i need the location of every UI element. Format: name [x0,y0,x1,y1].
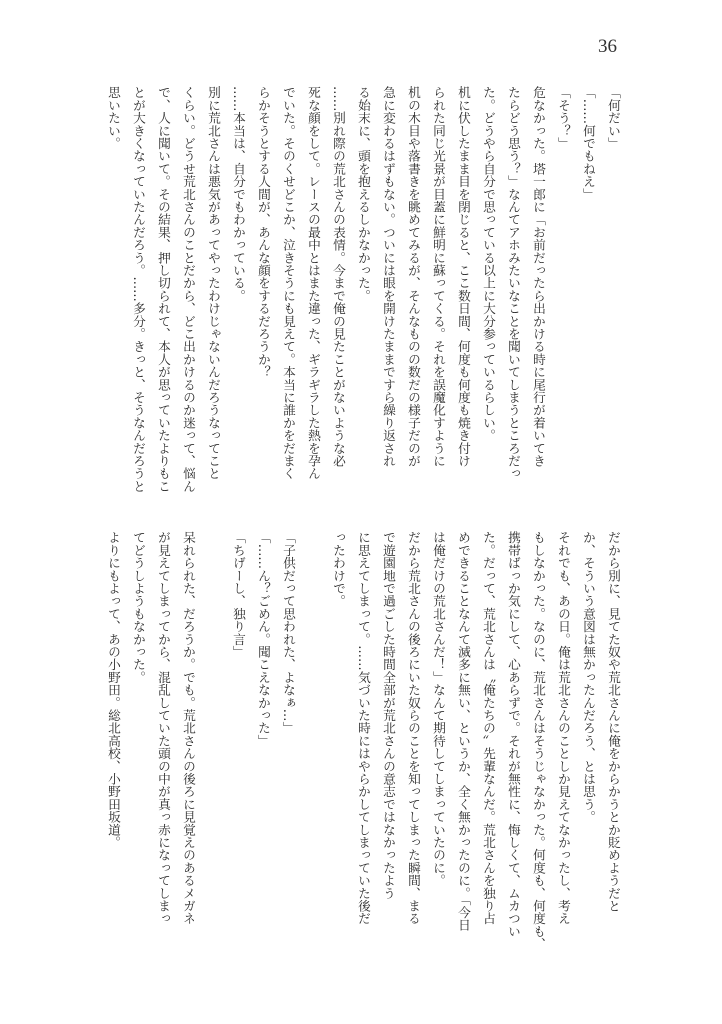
page-number: 36 [598,36,617,57]
text-line: もしなかった。なのに、荒北さんはそうじゃなかった。何度も、何度も、 [531,531,546,951]
text-line: 「子供だって思われた、よなぁ…」 [281,531,296,735]
text-line: 机に伏したまま目を閉じると、ここ数日間、何度も何度も焼き付け [456,86,471,467]
text-line: ……別れ際の荒北さんの表情。今まで俺の見たことがないような必 [331,86,346,467]
text-line: だから荒北さんの後ろにいた奴らのことを知ってしまった瞬間、まる [406,531,421,925]
text-line: それでも、あの日。俺は荒北さんのことしか見えてなかったし、考え [556,531,571,925]
text-line: る始末に、頭を抱えるしかなかった。 [356,86,371,302]
text-line: か、そういう意図は無かったんだろう、とは思う。 [581,531,596,824]
text-line: 思いたい。 [106,86,121,150]
text-line: 「何だい」 [606,86,621,150]
text-line: たらどう思う？」なんてアホみたいなことを聞いてしまうところだっ [506,86,521,480]
text-line: 危なかった。塔一郎に「お前だったら出かける時に尾行が着いてき [531,86,546,467]
text-line: 死な顔をして。レースの最中とはまた違った、ギラギラした熱を孕ん [306,86,321,480]
text-line: に思えてしまって。……気づいた時にはやらかしてしまっていた後だ [356,531,371,925]
text-line: めできることなんて滅多に無い、というか、全く無かったのに。「今日 [456,531,471,932]
text-line: 「……何でもねえ」 [581,86,596,201]
text-line: てどうしようもなかった。 [131,531,146,684]
text-line: が見えてしまってから、混乱していた頭の中が真っ赤になってしまっ [156,531,171,925]
text-line: とが大きくなっていたんだろう。……多分。きっと、そうなんだろうと [131,86,146,493]
text-line: よりにもよって、あの小野田。総北高校、小野田坂道。 [106,531,121,849]
text-line: た。だって、荒北さんは〝俺たちの〟先輩なんだ。荒北さんを独り占 [481,531,496,925]
text-line: 呆れられた、だろうか。でも。荒北さんの後ろに見覚えのあるメガネ [181,531,196,925]
text-block-upper [101,86,626,491]
text-line: で、人に聞いて。その結果、押し切られて、本人が思っていたよりもこ [156,86,171,493]
text-line: 「そう？」 [556,86,571,150]
text-line [301,531,326,936]
text-line: らかそうとする人間が、あんな顔をするだろうか？ [256,86,271,379]
text-line: は俺だけの荒北さんだ！」なんて期待してしまっていたのに。 [431,531,446,887]
text-line: 「ちげーし、独り言」 [231,531,246,658]
text-line: くらい。どうせ荒北さんのことだから、どこ出かけるのか迷って、悩ん [181,86,196,493]
text-block-lower [101,531,626,951]
text-line: で遊園地で過ごした時間全部が荒北さんの意志ではなかったよう [381,531,396,900]
text-line: られた同じ光景が目蓋に鮮明に蘇ってくる。それを誤魔化すように [431,86,446,467]
text-line: 携帯ばっか気にして、心あらずで。それが無性に、悔しくて、ムカつい [506,531,521,938]
text-line: でいた。そのくせどこか、泣きそうにも見えて。本当に誰かをだまく [281,86,296,480]
text-line: 「……ん？ごめん。聞こえなかった」 [256,531,271,747]
text-line: 机の木目や落書きを眺めてみるが、そんなものの数だの様子だのが [406,86,421,467]
text-line: だから別に、見てた奴や荒北さんに俺をからかうとか貶めようだと [606,531,621,912]
text-line: ったわけで。 [331,531,346,608]
text-line: 別に荒北さんは悪気があってやったわけじゃないんだろうなってこと [206,86,221,480]
text-line: ……本当は、自分でもわかっている。 [231,86,246,302]
text-line [201,531,226,936]
text-line: た。どうやら自分で思っている以上に大分参っているらしい。 [481,86,496,442]
text-line: 急に変わるはずもない。ついには眼を開けたままですら繰り返され [381,86,396,467]
